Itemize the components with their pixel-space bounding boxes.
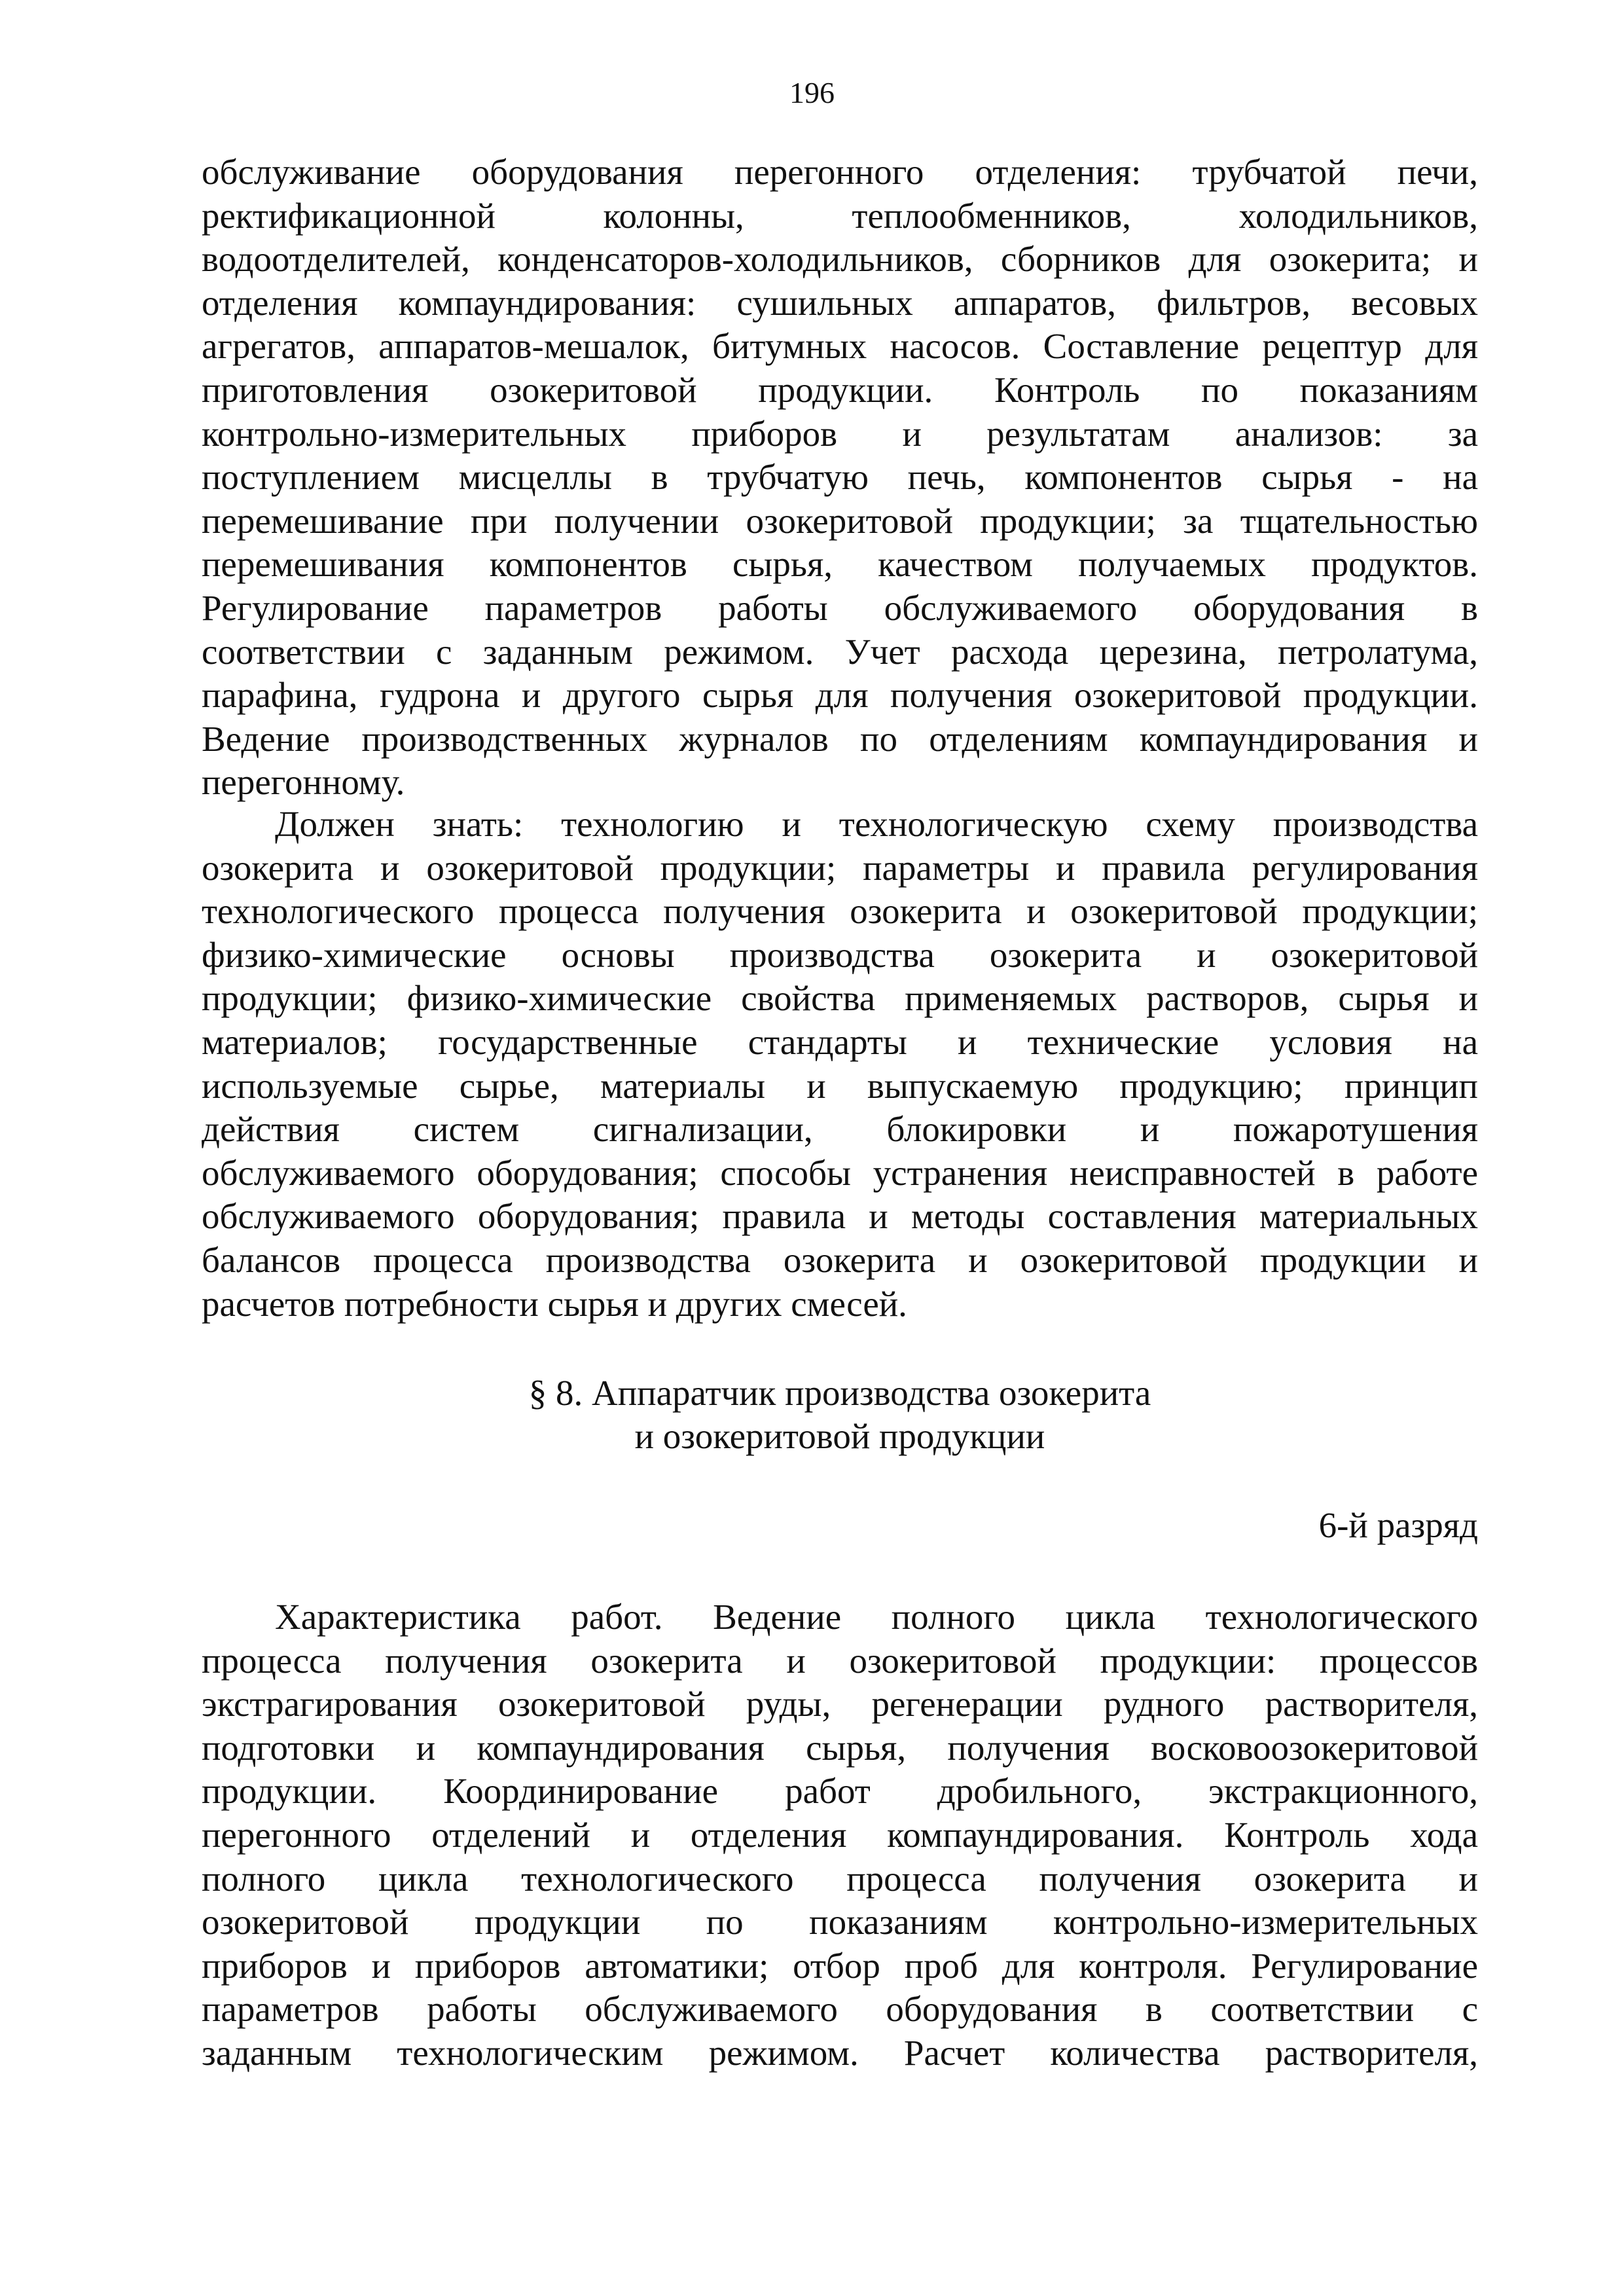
text-line: заданным технологическим режимом. Расчет количества растворителя, — [202, 2032, 1478, 2073]
section-title-line-2: и озокеритовой продукции — [634, 1416, 1045, 1456]
text-line: соответствии с заданным режимом. Учет расхода церезина, петролатума, — [202, 631, 1478, 672]
text-line: контрольно-измерительных приборов и результатам анализов: за — [202, 413, 1478, 454]
text-line: отделения компаундирования: сушильных аппаратов, фильтров, весовых — [202, 282, 1478, 323]
text-line: Ведение производственных журналов по отделениям компаундирования и — [202, 718, 1478, 759]
text-line: обслуживаемого оборудования; способы устранения неисправностей в работе — [202, 1152, 1478, 1193]
text-line: перегонному. — [202, 762, 405, 803]
knowledge-paragraph — [202, 803, 1478, 1326]
text-line: приготовления озокеритовой продукции. Контроль по показаниям — [202, 369, 1478, 410]
text-line: ректификационной колонны, теплообменников, холодильников, — [202, 195, 1478, 236]
text-line: Характеристика работ. Ведение полного цикла технологического — [275, 1597, 1478, 1637]
text-line: технологического процесса получения озокерита и озокеритовой продукции; — [202, 891, 1478, 932]
text-line: поступлением мисцеллы в трубчатую печь, компонентов сырья - на — [202, 457, 1478, 498]
text-line: расчетов потребности сырья и других смесей. — [202, 1283, 907, 1324]
work-characteristics-paragraph — [202, 1595, 1478, 2075]
text-line: приборов и приборов автоматики; отбор проб для контроля. Регулирование — [202, 1945, 1478, 1986]
text-line: материалов; государственные стандарты и технические условия на — [202, 1021, 1478, 1062]
text-line: Регулирование параметров работы обслуживаемого оборудования в — [202, 587, 1478, 628]
text-line: параметров работы обслуживаемого оборудования в соответствии с — [202, 1989, 1478, 2030]
text-line: подготовки и компаундирования сырья, получения восковоозокеритовой — [202, 1727, 1478, 1768]
text-line: агрегатов, аппаратов-мешалок, битумных насосов. Составление рецептур для — [202, 326, 1478, 367]
text-line: балансов процесса производства озокерита и озокеритовой продукции и — [202, 1239, 1478, 1280]
text-line: используемые сырье, материалы и выпускаемую продукцию; принцип — [202, 1065, 1478, 1106]
text-line: экстрагирования озокеритовой руды, регенерации рудного растворителя, — [202, 1684, 1478, 1724]
text-line: перемешивания компонентов сырья, качеством получаемых продуктов. — [202, 544, 1478, 585]
text-line: полного цикла технологического процесса получения озокерита и — [202, 1858, 1478, 1899]
text-line: озокерита и озокеритовой продукции; параметры и правила регулирования — [202, 847, 1478, 888]
section-heading — [202, 1372, 1478, 1458]
section-title-line-1: § 8. Аппаратчик производства озокерита — [528, 1373, 1151, 1413]
text-line: обслуживаемого оборудования; правила и методы составления материальных — [202, 1196, 1478, 1237]
text-line: действия систем сигнализации, блокировки и пожаротушения — [202, 1109, 1478, 1150]
text-line: Должен знать: технологию и технологическую схему производства — [275, 804, 1478, 844]
continuation-paragraph — [202, 151, 1478, 805]
text-line: парафина, гудрона и другого сырья для получения озокеритовой продукции. — [202, 675, 1478, 716]
text-line: перемешивание при получении озокеритовой продукции; за тщательностью — [202, 500, 1478, 541]
text-line: продукции. Координирование работ дробильного, экстракционного, — [202, 1771, 1478, 1812]
text-line: озокеритовой продукции по показаниям контрольно-измерительных — [202, 1902, 1478, 1942]
text-line: физико-химические основы производства озокерита и озокеритовой — [202, 934, 1478, 975]
text-line: процесса получения озокерита и озокеритовой продукции: процессов — [202, 1640, 1478, 1681]
text-line: обслуживание оборудования перегонного отделения: трубчатой печи, — [202, 152, 1478, 192]
text-line: перегонного отделений и отделения компаундирования. Контроль хода — [202, 1814, 1478, 1855]
text-line: водоотделителей, конденсаторов-холодильников, сборников для озокерита; и — [202, 239, 1478, 280]
grade-label: 6-й разряд — [1318, 1505, 1478, 1545]
page-number: 196 — [789, 76, 835, 109]
text-line: продукции; физико-химические свойства применяемых растворов, сырья и — [202, 978, 1478, 1019]
